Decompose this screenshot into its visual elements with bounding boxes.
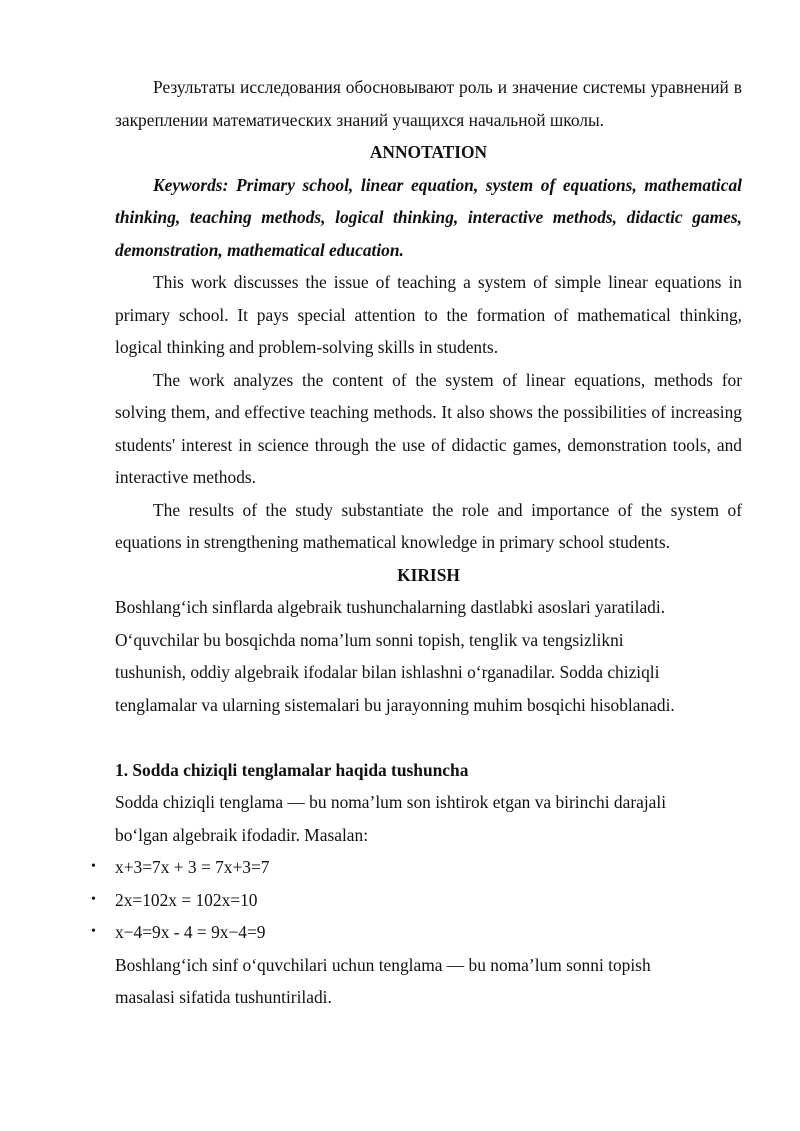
annotation-heading: ANNOTATION	[369, 142, 488, 162]
kirish-line-2: O‘quvchilar bu bosqichda noma’lum sonni topish, tenglik va tengsizlikni	[115, 629, 624, 650]
bullet-icon: •	[91, 859, 96, 874]
list-item	[91, 851, 742, 884]
section-1-line-1: Sodda chiziqli tenglama — bu noma’lum son ishtirok etgan va birinchi darajali	[115, 792, 667, 812]
kirish-heading: KIRISH	[397, 564, 460, 585]
bullet-icon: •	[91, 924, 96, 939]
annotation-paragraph-2: The work analyzes the content of the system of linear equations, methods for solving them, and effective teaching methods. It also shows the possibilities of increasing students' interest in science through the use of didactic games, demonstration tools, and interactive methods.	[115, 369, 742, 487]
blank-line	[115, 721, 742, 754]
annotation-paragraph-3: The results of the study substantiate the role and importance of the system of equations in strengthening mathematical knowledge in primary school students.	[115, 499, 742, 552]
document-body	[91, 71, 742, 1014]
section-1-heading: 1. Sodda chiziqli tenglamalar haqida tushuncha	[115, 759, 469, 780]
equation-text: x−4=9x - 4 = 9x−4=9	[115, 922, 266, 942]
section-1-end-line-2: masalasi sifatida tushuntiriladi.	[115, 987, 332, 1007]
equation-text: 2x=102x = 102x=10	[115, 889, 258, 910]
section-1-line-2: bo‘lgan algebraik ifodadir. Masalan:	[115, 824, 369, 845]
section-1-end-line-1: Boshlang‘ich sinf o‘quvchilari uchun tenglama — bu noma’lum sonni topish	[115, 954, 651, 975]
ru-results-paragraph: Результаты исследования обосновывают роль и значение системы уравнений в закреплении математических знаний учащихся начальной школы.	[115, 77, 742, 130]
kirish-line-1: Boshlang‘ich sinflarda algebraik tushunchalarning dastlabki asoslari yaratiladi.	[115, 597, 666, 617]
equation-text: x+3=7x + 3 = 7x+3=7	[115, 857, 270, 877]
list-item	[91, 884, 742, 917]
kirish-line-3: tushunish, oddiy algebraik ifodalar bilan ishlashni o‘rganadilar. Sodda chiziqli	[115, 662, 660, 682]
list-item	[91, 916, 742, 949]
kirish-line-4: tenglamalar va ularning sistemalari bu jarayonning muhim bosqichi hisoblanadi.	[115, 694, 675, 715]
bullet-icon: •	[91, 891, 96, 907]
keywords-paragraph: Keywords: Primary school, linear equation, system of equations, mathematical thinking, teaching methods, logical thinking, interactive methods, didactic games, demonstration, mathematical education.	[115, 174, 742, 260]
annotation-paragraph-1: This work discusses the issue of teaching a system of simple linear equations in primary school. It pays special attention to the formation of mathematical thinking, logical thinking and problem-solving skills in students.	[115, 272, 742, 357]
equation-list	[91, 851, 742, 949]
